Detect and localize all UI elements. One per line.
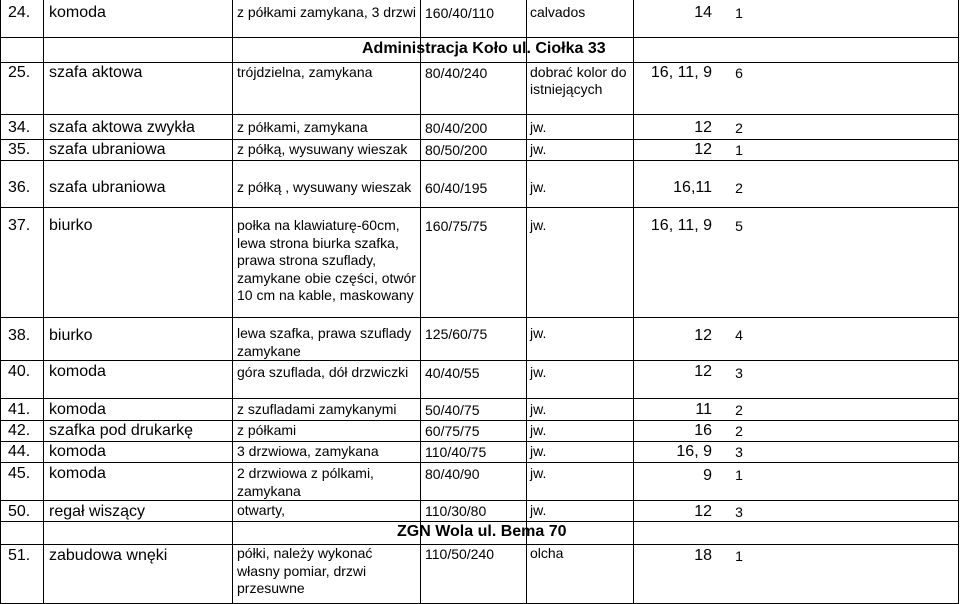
item-quantity: 2	[735, 423, 743, 439]
item-quantity: 2	[735, 402, 743, 418]
item-color: jw.	[530, 325, 547, 341]
item-quantity: 1	[735, 467, 743, 483]
section-header-wola: ZGN Wola ul. Bema 70	[397, 523, 567, 540]
item-quantity: 3	[735, 444, 743, 460]
item-color: istniejących	[530, 81, 603, 97]
item-number: 40.	[8, 363, 31, 380]
item-color: jw.	[530, 119, 547, 135]
item-color: dobrać kolor do	[530, 64, 627, 80]
item-name: szafa ubraniowa	[49, 179, 166, 196]
item-quantity: 3	[735, 504, 743, 520]
item-description: lewa szafka, prawa szuflady	[237, 325, 412, 341]
grid-line	[0, 462, 959, 463]
item-description: 10 cm na kable, maskowany	[237, 287, 414, 303]
item-name: komoda	[49, 465, 106, 482]
item-color: jw.	[530, 364, 547, 380]
item-name: szafa aktowa	[49, 64, 143, 81]
item-number: 42.	[8, 422, 31, 439]
item-name: szafka pod drukarkę	[49, 422, 194, 439]
item-number: 41.	[8, 401, 31, 418]
item-description: z półkami, zamykana	[237, 119, 368, 135]
item-rooms: 16, 9	[676, 443, 712, 460]
item-description: lewa strona biurka szafka,	[237, 234, 399, 251]
item-dimensions: 40/40/55	[425, 365, 480, 381]
item-rooms: 14	[694, 4, 712, 21]
item-color: jw.	[530, 465, 547, 481]
item-color: jw.	[530, 401, 547, 417]
item-number: 37.	[8, 217, 31, 234]
item-rooms: 9	[703, 467, 712, 484]
grid-line	[0, 0, 1, 604]
item-rooms: 16, 11, 9	[650, 64, 712, 81]
item-quantity: 4	[735, 327, 743, 343]
item-dimensions: 60/75/75	[425, 423, 480, 439]
item-description: połka na klawiaturę-60cm,	[237, 217, 400, 233]
item-number: 50.	[8, 503, 31, 520]
item-quantity: 1	[735, 142, 743, 158]
item-rooms: 12	[694, 119, 712, 136]
item-description: zamykana	[237, 482, 301, 499]
item-dimensions: 110/40/75	[425, 444, 487, 460]
item-name: regał wiszący	[49, 503, 146, 520]
item-color: jw.	[530, 179, 547, 195]
item-number: 36.	[8, 179, 31, 196]
section-header-kolo: Administracja Koło ul. Ciołka 33	[362, 40, 606, 57]
item-color: jw.	[530, 217, 547, 233]
item-dimensions: 160/40/110	[425, 5, 495, 21]
item-name: biurko	[49, 217, 93, 234]
item-quantity: 2	[735, 120, 743, 136]
grid-line	[0, 62, 959, 63]
item-dimensions: 125/60/75	[425, 326, 488, 342]
item-dimensions: 110/30/80	[425, 503, 487, 519]
item-name: komoda	[49, 363, 106, 380]
item-rooms: 16,11	[673, 179, 712, 196]
item-description: 2 drzwiowa z pólkami,	[237, 465, 374, 481]
grid-line	[526, 0, 527, 604]
item-name: komoda	[49, 443, 106, 460]
item-description: trójdzielna, zamykana	[237, 64, 373, 80]
grid-line	[0, 317, 959, 318]
item-description: 3 drzwiowa, zamykana	[237, 443, 379, 459]
item-dimensions: 80/50/200	[425, 142, 488, 158]
grid-line	[0, 441, 959, 442]
item-description: otwarty,	[237, 502, 285, 518]
item-color: jw.	[530, 422, 547, 438]
grid-line	[232, 0, 233, 604]
item-number: 34.	[8, 119, 31, 136]
grid-line	[0, 420, 959, 421]
item-description: zamykane	[237, 342, 301, 359]
item-rooms: 12	[694, 141, 712, 158]
grid-line	[43, 0, 44, 604]
item-name: komoda	[49, 4, 106, 21]
item-color: jw.	[530, 502, 547, 518]
item-rooms: 11	[695, 401, 712, 418]
item-color: jw.	[530, 443, 547, 459]
item-name: szafa aktowa zwykła	[49, 119, 195, 136]
item-dimensions: 110/50/240	[425, 546, 495, 562]
item-rooms: 18	[694, 547, 712, 564]
item-name: biurko	[49, 327, 93, 344]
grid-line	[420, 0, 421, 604]
item-rooms: 12	[694, 363, 712, 380]
item-description: półki, należy wykonać	[237, 545, 373, 561]
item-rooms: 12	[694, 327, 712, 344]
item-description: przesuwne	[237, 580, 305, 596]
item-dimensions: 80/40/200	[425, 120, 488, 136]
item-number: 24.	[8, 4, 31, 21]
item-name: komoda	[49, 401, 106, 418]
item-quantity: 2	[735, 180, 743, 196]
item-number: 51.	[8, 547, 31, 564]
item-name: zabudowa wnęki	[49, 547, 168, 564]
item-dimensions: 80/40/240	[425, 65, 488, 81]
grid-line	[0, 160, 959, 161]
item-rooms: 12	[694, 503, 712, 520]
item-description: z półką, wysuwany wieszak	[237, 141, 408, 157]
grid-line	[958, 0, 959, 604]
item-description: z półkami	[237, 422, 297, 438]
item-color: olcha	[530, 545, 564, 561]
item-number: 25.	[8, 64, 31, 81]
item-number: 35.	[8, 141, 31, 158]
item-description: zamykane obie części, otwór	[237, 269, 416, 286]
grid-line	[0, 114, 959, 115]
item-rooms: 16	[694, 422, 712, 439]
item-quantity: 1	[735, 548, 743, 564]
item-description: góra szuflada, dół drzwiczki	[237, 364, 409, 380]
item-number: 45.	[8, 465, 31, 482]
item-quantity: 1	[735, 5, 743, 21]
item-description: z półkami zamykana, 3 drzwi	[237, 4, 416, 20]
item-color: calvados	[530, 4, 586, 20]
item-dimensions: 80/40/90	[425, 466, 480, 482]
item-dimensions: 50/40/75	[425, 402, 480, 418]
item-rooms: 16, 11, 9	[650, 217, 712, 234]
grid-line	[0, 37, 959, 38]
item-name: szafa ubraniowa	[49, 141, 166, 158]
item-description: prawa strona szuflady,	[237, 252, 377, 268]
item-description: z szufladami zamykanymi	[237, 401, 397, 417]
grid-line	[0, 207, 959, 208]
item-quantity: 3	[735, 365, 743, 381]
item-dimensions: 160/75/75	[425, 218, 488, 234]
grid-line	[0, 500, 959, 501]
grid-line	[0, 360, 959, 361]
item-description: z półką , wysuwany wieszak	[237, 179, 412, 195]
item-quantity: 6	[735, 65, 743, 81]
grid-line	[0, 139, 959, 140]
item-description: własny pomiar, drzwi	[237, 562, 367, 579]
grid-line	[0, 398, 959, 399]
item-color: jw.	[530, 141, 547, 157]
item-number: 38.	[8, 327, 31, 344]
item-quantity: 5	[735, 218, 743, 234]
item-dimensions: 60/40/195	[425, 180, 488, 196]
grid-line	[0, 521, 959, 522]
item-number: 44.	[8, 443, 31, 460]
